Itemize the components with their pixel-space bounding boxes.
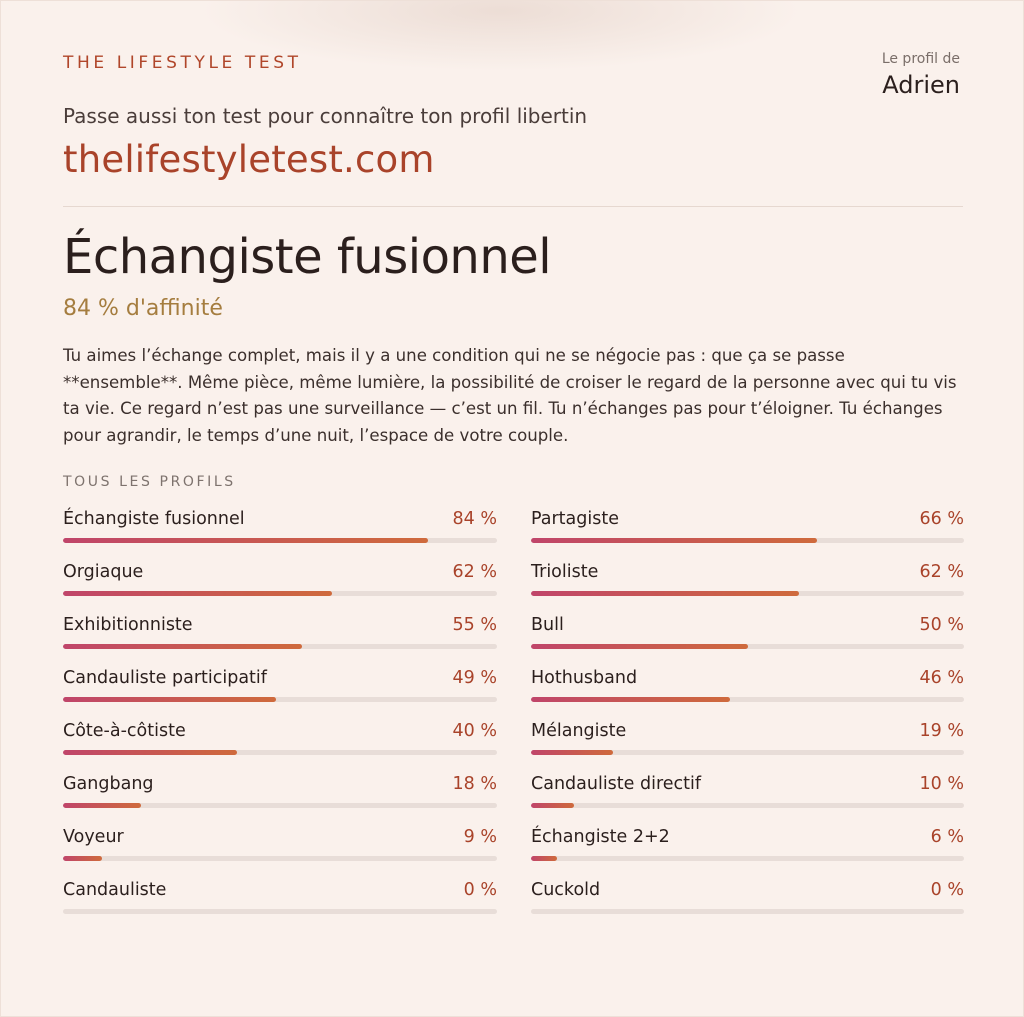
profile-percent: 19 % bbox=[919, 721, 964, 741]
progress-fill bbox=[63, 856, 102, 861]
profile-name: Voyeur bbox=[63, 827, 124, 847]
progress-fill bbox=[531, 856, 557, 861]
progress-track bbox=[63, 803, 497, 808]
progress-track bbox=[63, 856, 497, 861]
profile-percent: 46 % bbox=[919, 668, 964, 688]
progress-fill bbox=[63, 750, 237, 755]
profile-row bbox=[531, 612, 964, 665]
result-description: Tu aimes l’échange complet, mais il y a une condition qui ne se négocie pas : que ça se passe **ensemble**. Même pièce, même lumière, la possibilité de croiser le regard de la personne avec qui tu vis ta vie. Ce regard n’est pas une surveillance — c’est un fil. Tu n’échanges pas pour t’éloigner. Tu échanges pour agrandir, le temps d’une nuit, l’espace de votre couple. bbox=[63, 346, 957, 445]
progress-track bbox=[531, 591, 964, 596]
progress-fill bbox=[531, 591, 799, 596]
profile-name: Candauliste bbox=[63, 880, 167, 900]
progress-track bbox=[531, 538, 964, 543]
progress-track bbox=[63, 697, 497, 702]
profile-owner-name: Adrien bbox=[882, 71, 960, 99]
profile-row bbox=[63, 559, 497, 612]
profile-percent: 55 % bbox=[452, 615, 497, 635]
profile-name: Exhibitionniste bbox=[63, 615, 193, 635]
profile-name: Mélangiste bbox=[531, 721, 627, 741]
brand-title: THE LIFESTYLE TEST bbox=[63, 53, 302, 73]
profile-row bbox=[531, 718, 964, 771]
site-link[interactable]: thelifestyletest.com bbox=[63, 138, 435, 181]
progress-fill bbox=[531, 538, 817, 543]
affinity-score: 84 % d'affinité bbox=[63, 296, 223, 321]
profile-name: Côte-à-côtiste bbox=[63, 721, 186, 741]
profile-row bbox=[531, 824, 964, 877]
profile-row bbox=[63, 718, 497, 771]
profile-row bbox=[63, 612, 497, 665]
profiles-column-right bbox=[531, 506, 964, 930]
profile-percent: 9 % bbox=[463, 827, 497, 847]
profiles-column-left bbox=[63, 506, 497, 930]
profile-name: Échangiste 2+2 bbox=[531, 827, 670, 847]
profile-percent: 40 % bbox=[452, 721, 497, 741]
progress-track bbox=[63, 909, 497, 914]
result-title: Échangiste fusionnel bbox=[63, 229, 552, 285]
progress-fill bbox=[63, 644, 302, 649]
progress-track bbox=[531, 750, 964, 755]
profile-name: Candauliste participatif bbox=[63, 668, 267, 688]
profile-percent: 0 % bbox=[463, 880, 497, 900]
progress-track bbox=[531, 644, 964, 649]
divider bbox=[63, 206, 963, 207]
progress-track bbox=[531, 856, 964, 861]
profile-name: Trioliste bbox=[531, 562, 599, 582]
profile-percent: 0 % bbox=[930, 880, 964, 900]
profile-name: Cuckold bbox=[531, 880, 601, 900]
progress-fill bbox=[531, 750, 613, 755]
profile-percent: 18 % bbox=[452, 774, 497, 794]
profile-row bbox=[63, 506, 497, 559]
profile-name: Orgiaque bbox=[63, 562, 144, 582]
progress-track bbox=[531, 909, 964, 914]
progress-fill bbox=[63, 803, 141, 808]
profile-row bbox=[63, 877, 497, 930]
profile-row bbox=[531, 506, 964, 559]
profile-name: Partagiste bbox=[531, 509, 619, 529]
profile-percent: 50 % bbox=[919, 615, 964, 635]
progress-fill bbox=[63, 591, 332, 596]
profile-name: Hothusband bbox=[531, 668, 638, 688]
progress-fill bbox=[63, 538, 428, 543]
profile-name: Gangbang bbox=[63, 774, 154, 794]
progress-track bbox=[63, 538, 497, 543]
profile-row bbox=[63, 771, 497, 824]
profile-name: Candauliste directif bbox=[531, 774, 702, 794]
profile-owner bbox=[882, 51, 960, 99]
profile-percent: 62 % bbox=[452, 562, 497, 582]
profile-row bbox=[531, 771, 964, 824]
progress-fill bbox=[63, 697, 276, 702]
progress-track bbox=[63, 750, 497, 755]
profile-percent: 66 % bbox=[919, 509, 964, 529]
progress-track bbox=[531, 803, 964, 808]
profile-row bbox=[531, 877, 964, 930]
profile-percent: 62 % bbox=[919, 562, 964, 582]
profile-row bbox=[63, 665, 497, 718]
progress-track bbox=[63, 644, 497, 649]
progress-track bbox=[531, 697, 964, 702]
profiles-section-label: TOUS LES PROFILS bbox=[63, 474, 236, 490]
profile-row bbox=[63, 824, 497, 877]
profile-percent: 10 % bbox=[919, 774, 964, 794]
progress-fill bbox=[531, 697, 730, 702]
profile-owner-label: Le profil de bbox=[881, 51, 960, 67]
profile-row bbox=[531, 665, 964, 718]
profile-row bbox=[531, 559, 964, 612]
progress-fill bbox=[531, 803, 574, 808]
progress-track bbox=[63, 591, 497, 596]
profile-percent: 84 % bbox=[452, 509, 497, 529]
progress-fill bbox=[531, 644, 748, 649]
profile-name: Échangiste fusionnel bbox=[63, 509, 245, 529]
profile-percent: 49 % bbox=[452, 668, 497, 688]
promo-text: Passe aussi ton test pour connaître ton profil libertin bbox=[63, 104, 588, 128]
profile-name: Bull bbox=[531, 615, 564, 635]
profile-percent: 6 % bbox=[930, 827, 964, 847]
